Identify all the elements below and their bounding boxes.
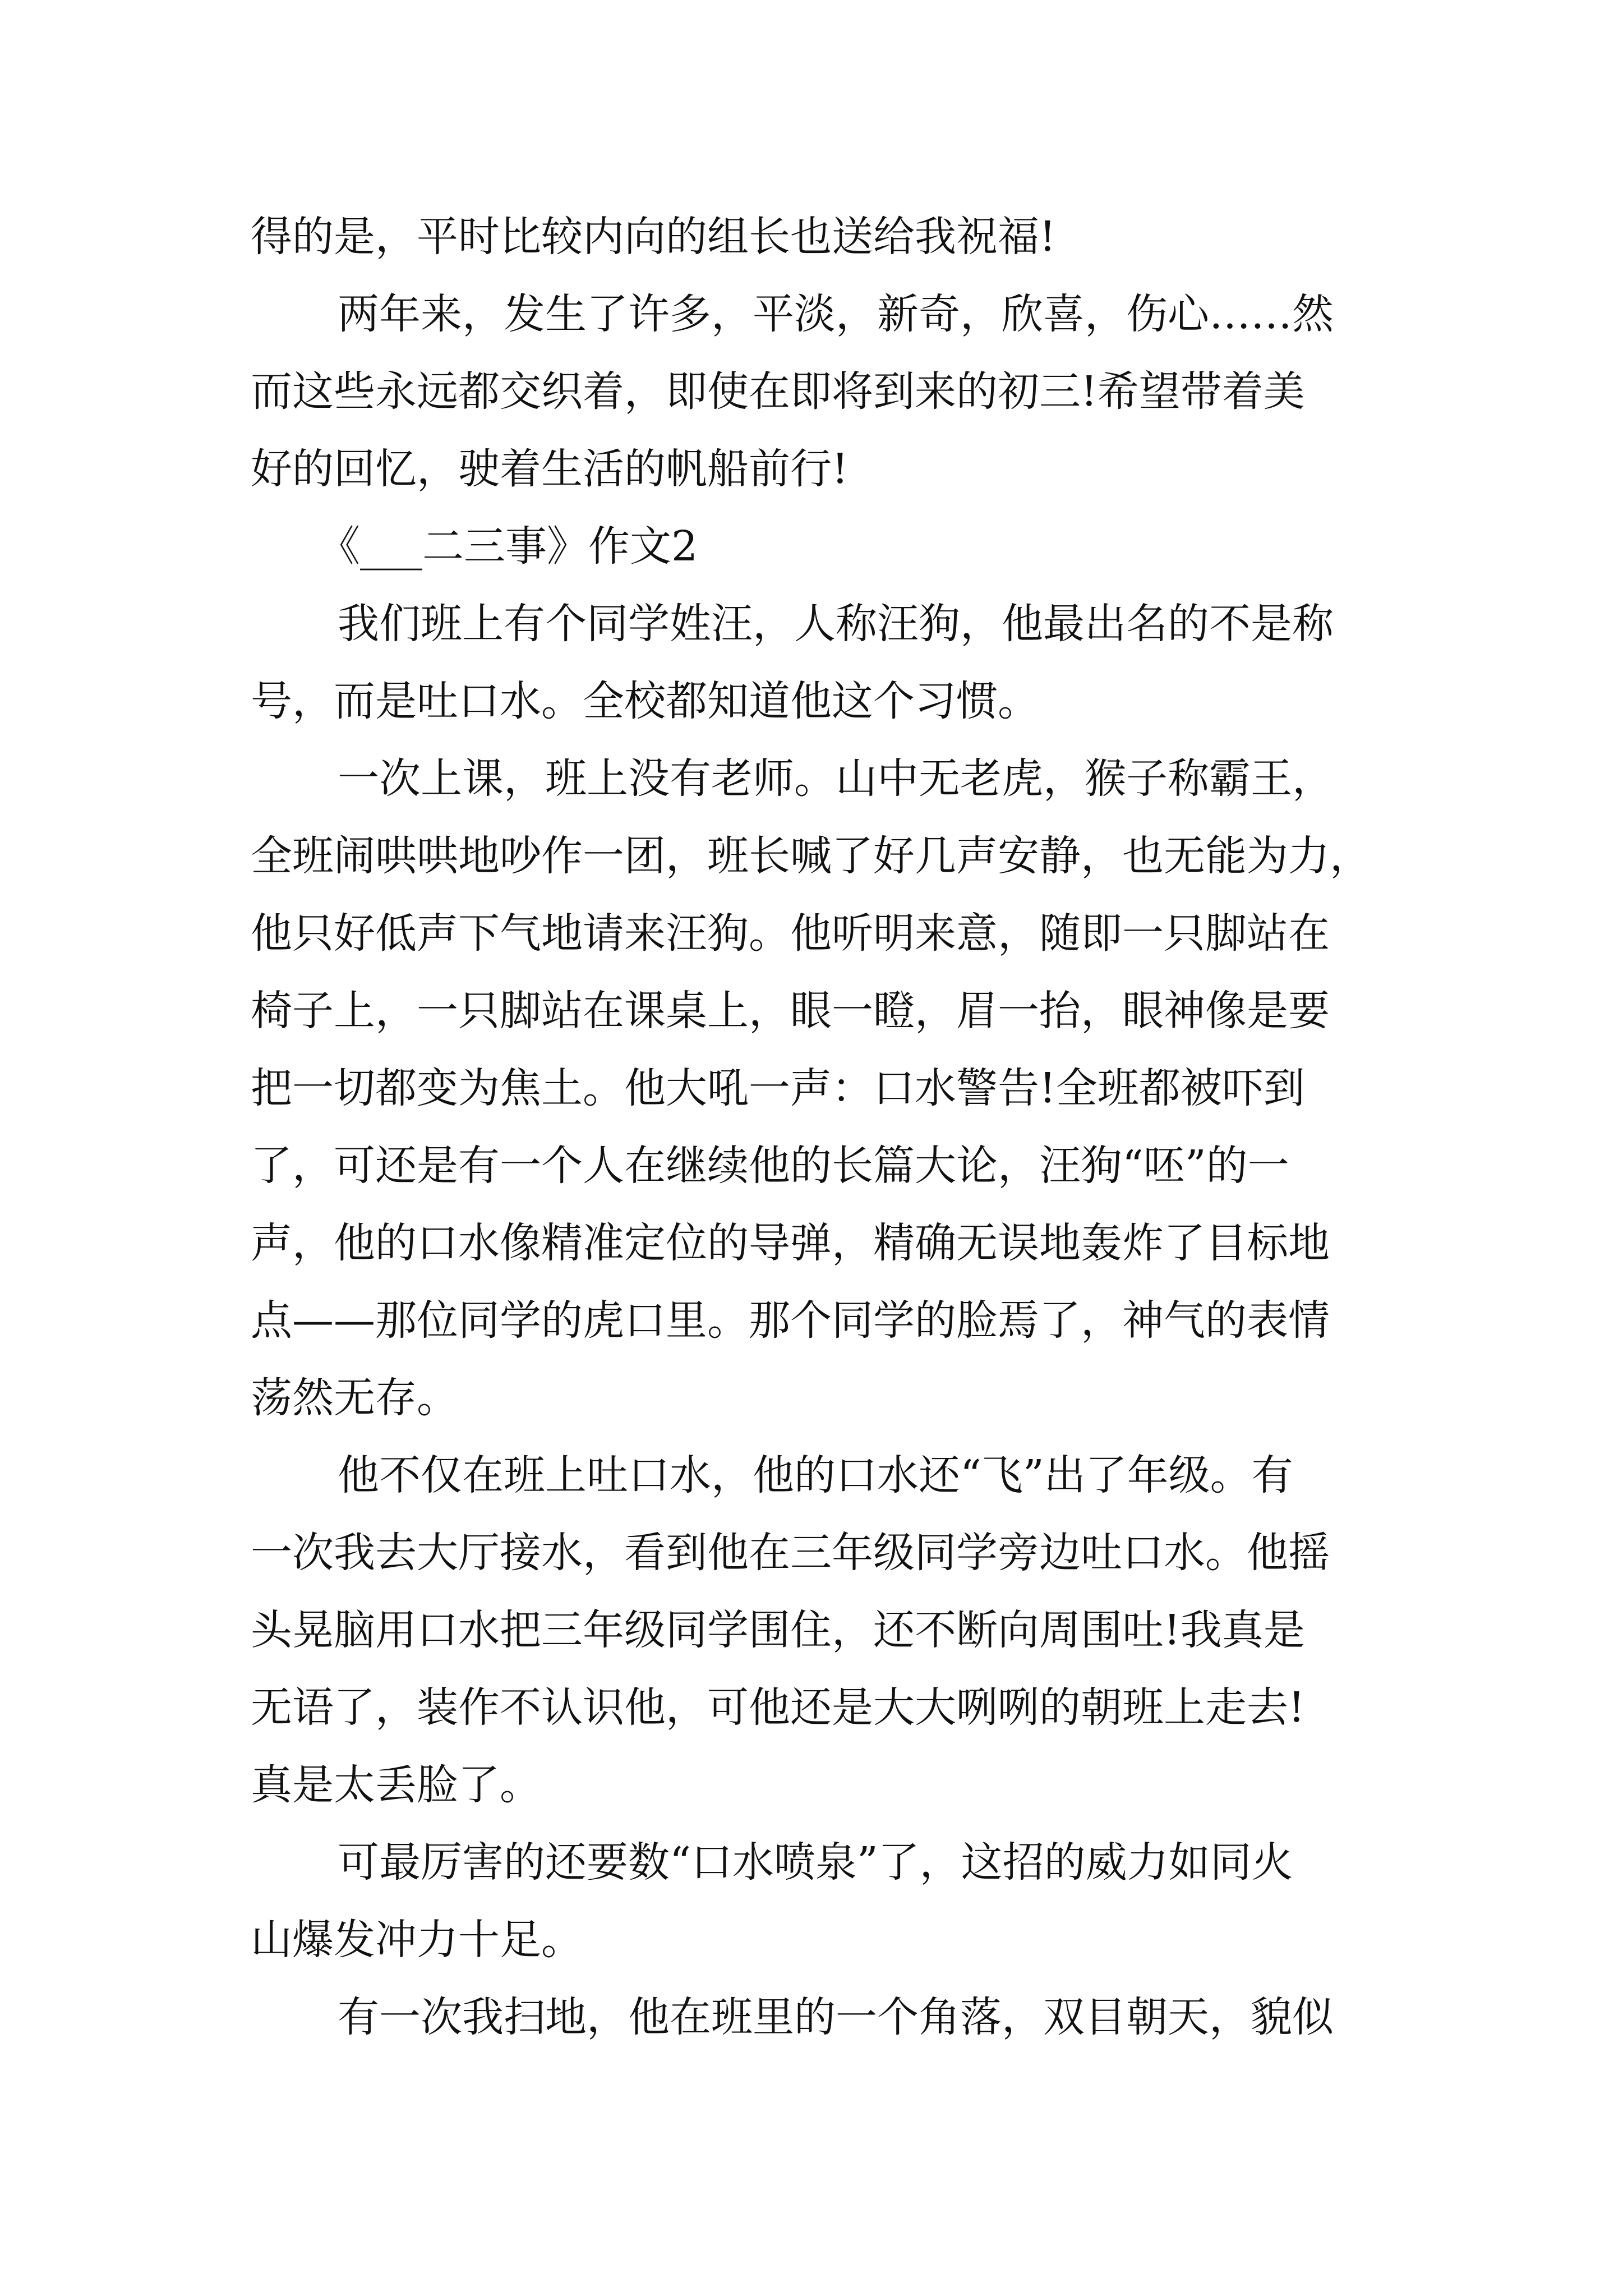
text-line: 一次我去大厅接水，看到他在三年级同学旁边吐口水。他摇 [251, 1529, 1330, 1577]
text-line: 得的是，平时比较内向的组长也送给我祝福! [251, 213, 1056, 261]
text-line: 好的回忆，驶着生活的帆船前行! [251, 445, 849, 493]
text-line: 山爆发冲力十足。 [251, 1916, 583, 1964]
section-heading: 《___二三事》作文2 [319, 522, 698, 570]
text-line: 全班闹哄哄地吵作一团，班长喊了好几声安静，也无能为力， [251, 832, 1371, 880]
text-line: 把一切都变为焦土。他大吼一声：口水警告!全班都被吓到 [251, 1064, 1305, 1112]
text-line: 他只好低声下气地请来汪狗。他听明来意，随即一只脚站在 [251, 909, 1330, 958]
text-line: 可最厉害的还要数“口水喷泉”了，这招的威力如同火 [338, 1838, 1293, 1887]
text-line: 而这些永远都交织着，即使在即将到来的初三!希望带着美 [251, 367, 1305, 416]
text-line: 我们班上有个同学姓汪，人称汪狗，他最出名的不是称 [338, 600, 1334, 648]
text-line: 一次上课，班上没有老师。山中无老虎，猴子称霸王， [338, 754, 1334, 803]
text-line: 真是太丢脸了。 [251, 1761, 541, 1809]
text-line: 号，而是吐口水。全校都知道他这个习惯。 [251, 677, 1039, 725]
text-line: 无语了，装作不认识他，可他还是大大咧咧的朝班上走去! [251, 1683, 1305, 1732]
text-line: 头晃脑用口水把三年级同学围住，还不断向周围吐!我真是 [251, 1606, 1305, 1654]
text-line: 声，他的口水像精准定位的导弹，精确无误地轰炸了目标地 [251, 1219, 1330, 1267]
text-line: 他不仅在班上吐口水，他的口水还“飞”出了年级。有 [338, 1451, 1293, 1499]
text-line: 两年来，发生了许多，平淡，新奇，欣喜，伤心……然 [338, 290, 1334, 338]
text-line: 椅子上，一只脚站在课桌上，眼一瞪，眉一抬，眼神像是要 [251, 987, 1330, 1035]
text-line: 荡然无存。 [251, 1374, 458, 1422]
text-line: 了，可还是有一个人在继续他的长篇大论，汪狗“呸”的一 [251, 1142, 1289, 1190]
text-line: 有一次我扫地，他在班里的一个角落，双目朝天，貌似 [338, 1993, 1334, 2041]
text-line: 点——那位同学的虎口里。那个同学的脸焉了，神气的表情 [251, 1296, 1330, 1345]
